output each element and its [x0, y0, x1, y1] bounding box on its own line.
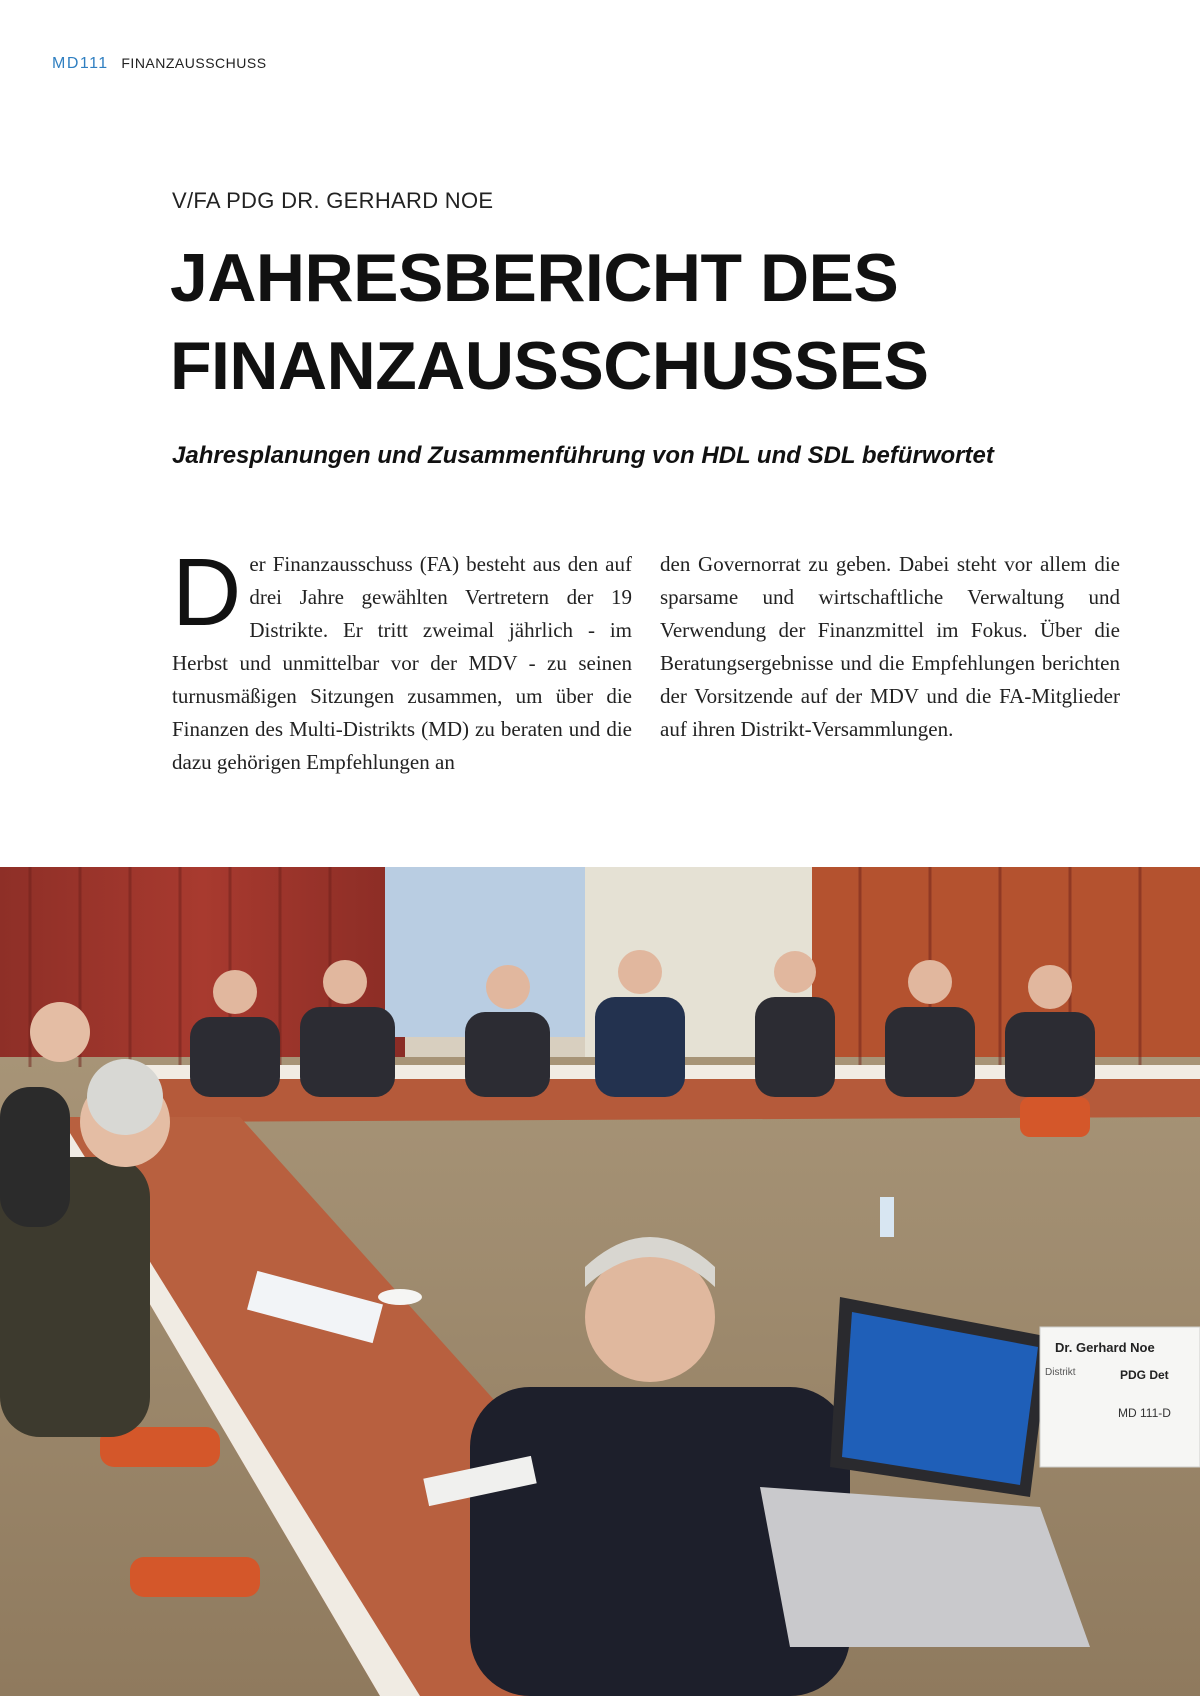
meeting-photo — [0, 867, 1200, 1696]
running-head — [52, 55, 267, 73]
article-author: V/FA PDG DR. GERHARD NOE — [172, 188, 494, 213]
article-column-1 — [172, 539, 632, 778]
article-column-2 — [660, 548, 1120, 778]
article-column-1-text: er Finanzausschuss (FA) besteht aus den auf drei Jahre gewählten Vertretern der 19 Distrikte. Er tritt zweimal jährlich - im Herbst und unmittelbar vor der MDV - zu seinen turnusmäßigen Sitzungen zusammen, um über die Finanzen des Multi-Distrikts (MD) zu beraten und die dazu gehörigen Empfehlungen an — [172, 552, 632, 774]
nameplate-distrikt: Distrikt — [1045, 1367, 1076, 1378]
running-head-code: MD111 — [52, 55, 109, 72]
article-title — [170, 234, 1070, 410]
article-body — [172, 539, 1120, 778]
article-column-2-text: den Governorrat zu geben. Dabei steht vor allem die sparsame und wirtschaftliche Verwaltung und Verwendung der Finanzmittel im Fokus. Über die Beratungsergebnisse und die Empfehlungen berichten der Vorsitzende auf der MDV und die FA-Mitglieder auf ihren Distrikt-Versammlungen. — [660, 552, 1120, 741]
drop-cap: D — [172, 539, 242, 646]
article-title-line-1: JAHRESBERICHT DES — [170, 240, 899, 316]
article-title-line-2: FINANZAUSSCHUSSES — [170, 328, 929, 404]
running-head-section: FINANZAUSSCHUSS — [121, 55, 267, 71]
nameplate-name: Dr. Gerhard Noe — [1055, 1340, 1155, 1355]
nameplate-title: PDG Det — [1120, 1368, 1169, 1382]
article-subtitle: Jahresplanungen und Zusammenführung von HDL und SDL befürwortet — [172, 442, 994, 469]
nameplate-md: MD 111-D — [1118, 1406, 1171, 1420]
meeting-photo-illustration — [0, 867, 1200, 1696]
